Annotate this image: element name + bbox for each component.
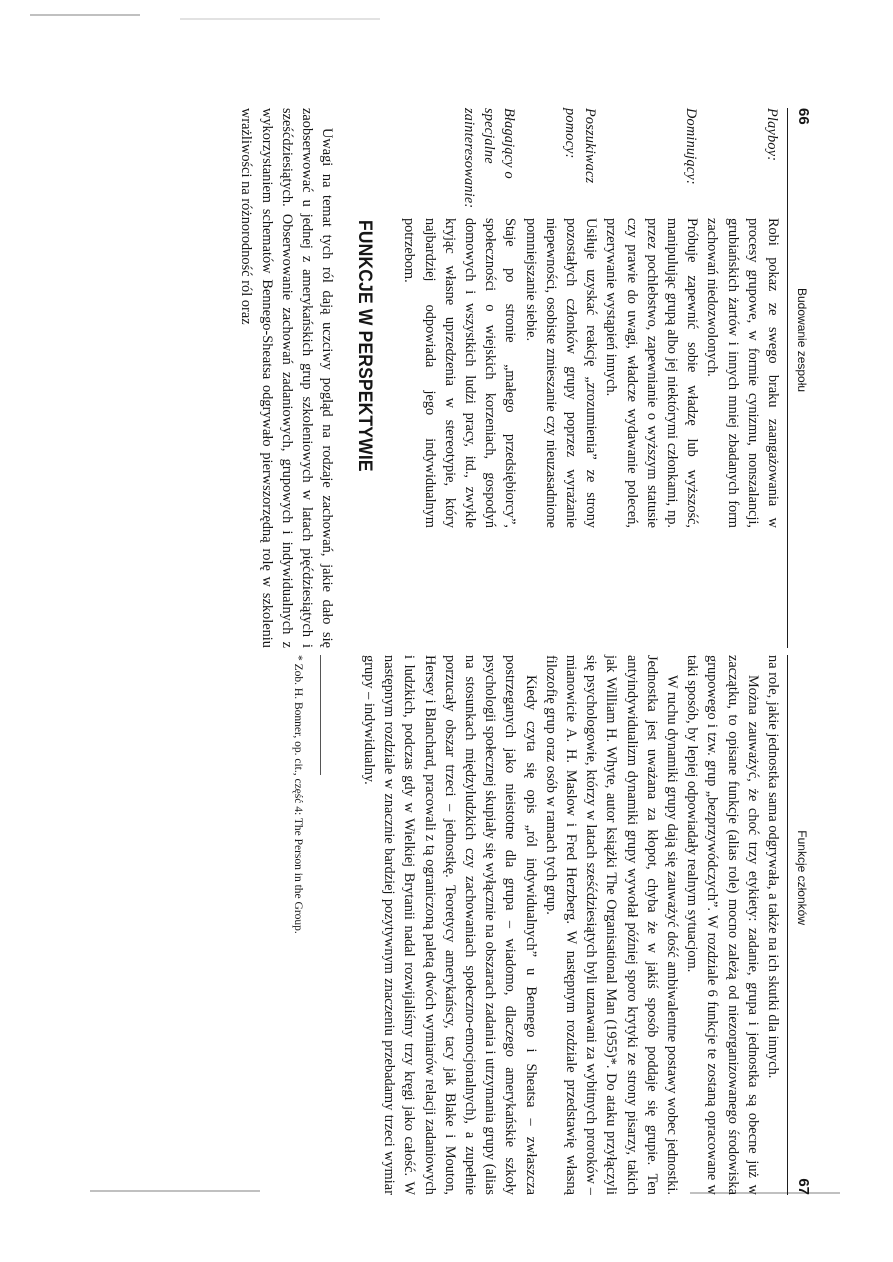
role-definition: Próbuje zapewnić sobie władzę lub wyższość, manipulując grupą albo jej niektórymi członkami, np. przez pochlebstwo, zapewnianie o wyższym statusie czy prawie do uwagi, władcze wydawanie poleceń, przerywanie wystąpień innych. bbox=[603, 218, 701, 528]
role-definition: Usiłuje uzyskać reakcję „zrozumienia” ze strony pozostałych członków grupy poprzez wyrażanie niepewności, osobiste zmieszanie czy nieuzasadnione pomniejszanie siebie. bbox=[522, 218, 600, 528]
running-head-title: Funkcje członków bbox=[795, 830, 809, 925]
footnote: * Zob. H. Bonner, op. cit., część 4: The Person in the Group. bbox=[291, 655, 304, 934]
role-term: Poszukiwacz pomocy: bbox=[561, 108, 599, 184]
role-entry-blagajacy bbox=[399, 108, 520, 648]
role-entry-playboy bbox=[702, 108, 783, 648]
page-number: 66 bbox=[795, 108, 812, 125]
scan-artifact bbox=[180, 18, 380, 20]
left-page bbox=[32, 108, 812, 648]
running-head-title: Budowanie zespołu bbox=[795, 288, 809, 393]
role-term: Dominujący: bbox=[683, 108, 700, 185]
role-definition: Staje po stronie „małego przedsiębiorcy”, społeczności o wiejskich korzeniach, gospodyń domowych i wszystkich ludzi pracy, itd., zwykle kryjąc własne uprzedzenia w stereotypie, który najbardziej odpowiada jego indywidualnym potrzebom. bbox=[401, 218, 519, 528]
body-paragraph: Kiedy czyta się opis „ról indywidualnych” u Bennego i Sheatsa – zwłaszcza postrzeganych jako nieistotne dla grupa – wiadomo, dlaczego amerykańskie szkoły psychologii społecznej skupiały się wyłącznie na obszarach zadania i utrzymania grupy (alias na stosunkach międzyludzkich czy zachowaniach społeczno-emocjonalnych), a zupełnie porzucały obszar trzeci – jednostkę. Teoretycy amerykańscy, tacy jak Blake i Mouton, Hersey i Blanchard, pracowali z tą ograniczoną paletą dwóch wymiarów relacji zadaniowych i ludzkich, podczas gdy w Wielkiej Brytanii nadal rozwijaliśmy trzy kręgi jako całość. W następnym rozdziale w znacznie bardziej pozytywnym znaczeniu przebadamy trzeci wymiar grupy – indywidualny. bbox=[360, 655, 539, 1195]
running-head bbox=[788, 108, 812, 648]
right-page bbox=[32, 655, 812, 1195]
footnote-separator bbox=[320, 655, 321, 775]
page-number: 67 bbox=[795, 1178, 812, 1195]
role-entry-dominujacy bbox=[601, 108, 702, 648]
body-paragraph: Można zauważyć, że choć trzy etykiety: zadanie, grupa i jednostka są obecne już w zaczątku, to opisane funkcje (alias role) mocno zależą od niezorganizowanego środowiska grupowego i tzw. grup „bezprzywódczych”. W rozdziale 6 funkcje te zostaną opracowane w taki sposób, by lepiej odpowiadały realnym sytuacjom. bbox=[684, 655, 761, 1195]
scan-artifact bbox=[30, 14, 140, 16]
body-paragraph: W ruchu dynamiki grupy dają się zauważyć dość ambiwalentne postawy wobec jednostki. Jednostka jest uważana za kłopot, chyba że w jakiś sposób poddaje się grupie. Ten antyindywidualizm dynamiki grupy wywołał później sporo krytyki ze strony pisarzy, takich jak William H. Whyte, autor książki The Organisational Man (1955)*. Do ataku przyłączyli się psychologowie, którzy w latach sześćdziesiątych byli uznawani za wybitnych proroków – mianowicie A. H. Maslow i Fred Herzberg. W następnym rozdziale przedstawię własną filozofię grup oraz osób w ramach tych grup. bbox=[542, 655, 680, 1195]
role-term: Playboy: bbox=[764, 108, 780, 162]
body-paragraph: na role, jakie jednostka sama odgrywała, a także na ich skutki dla innych. bbox=[765, 655, 781, 1079]
role-entry-poszukiwacz-pomocy bbox=[520, 108, 601, 648]
section-heading: FUNKCJE W PERSPEKTYWIE bbox=[354, 220, 376, 472]
role-definition: Robi pokaz ze swego braku zaangażowania w procesy grupowe, w formie cynizmu, nonszalancji, grubiańskich żartów i innych mniej zbadanych form zachowań niedozwolonych. bbox=[704, 218, 781, 528]
role-term: Błagający o specjalne zainteresowanie: bbox=[460, 108, 518, 209]
running-head bbox=[788, 655, 812, 1195]
body-paragraph: Uwagi na temat tych ról dają uczciwy pogląd na rodzaje zachowań, jakie dało się zaobserwować u jednej z amerykańskich grup szkoleniowych w latach pięćdziesiątych i sześćdziesiątych. Obserwowanie zachowań zadaniowych, grupowych i indywidualnych z wykorzystaniem schematów Bennego-Sheatsa odgrywało pierwszorzędną rolę w szkoleniu wrażliwości na różnorodność ról oraz bbox=[238, 108, 336, 648]
